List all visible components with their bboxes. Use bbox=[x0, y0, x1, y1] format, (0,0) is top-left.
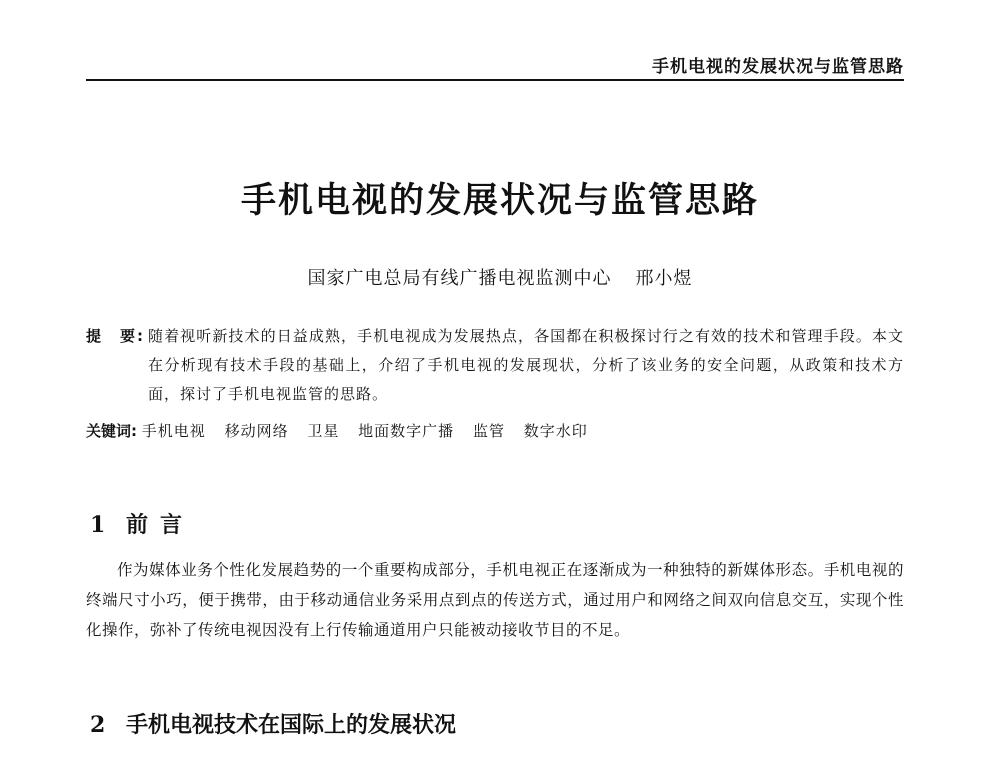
byline bbox=[0, 264, 1000, 290]
introduction-paragraph: 作为媒体业务个性化发展趋势的一个重要构成部分，手机电视正在逐渐成为一种独特的新媒体形态。手机电视的终端尺寸小巧，便于携带，由于移动通信业务采用点到点的传送方式，通过用户和网络之间双向信息交互，实现个性化操作，弥补了传统电视因没有上行传输通道用户只能被动接收节目的不足。 bbox=[86, 561, 904, 639]
section-title: 手机电视技术在国际上的发展状况 bbox=[126, 712, 457, 738]
author-affiliation: 国家广电总局有线广播电视监测中心 bbox=[307, 268, 612, 289]
keywords bbox=[86, 417, 904, 446]
keyword: 卫星 bbox=[307, 422, 340, 440]
keywords-label: 关键词: bbox=[86, 422, 137, 440]
keyword: 地面数字广播 bbox=[358, 422, 455, 440]
keyword: 移动网络 bbox=[224, 422, 289, 440]
keyword: 手机电视 bbox=[141, 422, 206, 440]
header-rule bbox=[86, 79, 904, 81]
abstract-text: 随着视听新技术的日益成熟，手机电视成为发展热点，各国都在积极探讨行之有效的技术和管理手段。本文在分析现有技术手段的基础上，介绍了手机电视的发展现状，分析了该业务的安全问题，从政策和技术方面，探讨了手机电视监管的思路。 bbox=[148, 327, 904, 403]
section-heading-introduction bbox=[90, 508, 194, 539]
keyword: 数字水印 bbox=[523, 422, 588, 440]
article-title: 手机电视的发展状况与监管思路 bbox=[240, 180, 759, 221]
section-number: 1 bbox=[90, 512, 106, 538]
section-heading-international-status bbox=[90, 708, 456, 739]
section-number: 2 bbox=[90, 712, 106, 738]
running-header-title: 手机电视的发展状况与监管思路 bbox=[652, 57, 904, 77]
abstract-label: 提 要: bbox=[86, 327, 145, 345]
section-title: 前言 bbox=[126, 512, 195, 538]
abstract bbox=[86, 322, 904, 409]
author-name: 邢小煜 bbox=[635, 268, 693, 289]
running-header bbox=[86, 52, 904, 80]
keyword: 监管 bbox=[472, 422, 505, 440]
